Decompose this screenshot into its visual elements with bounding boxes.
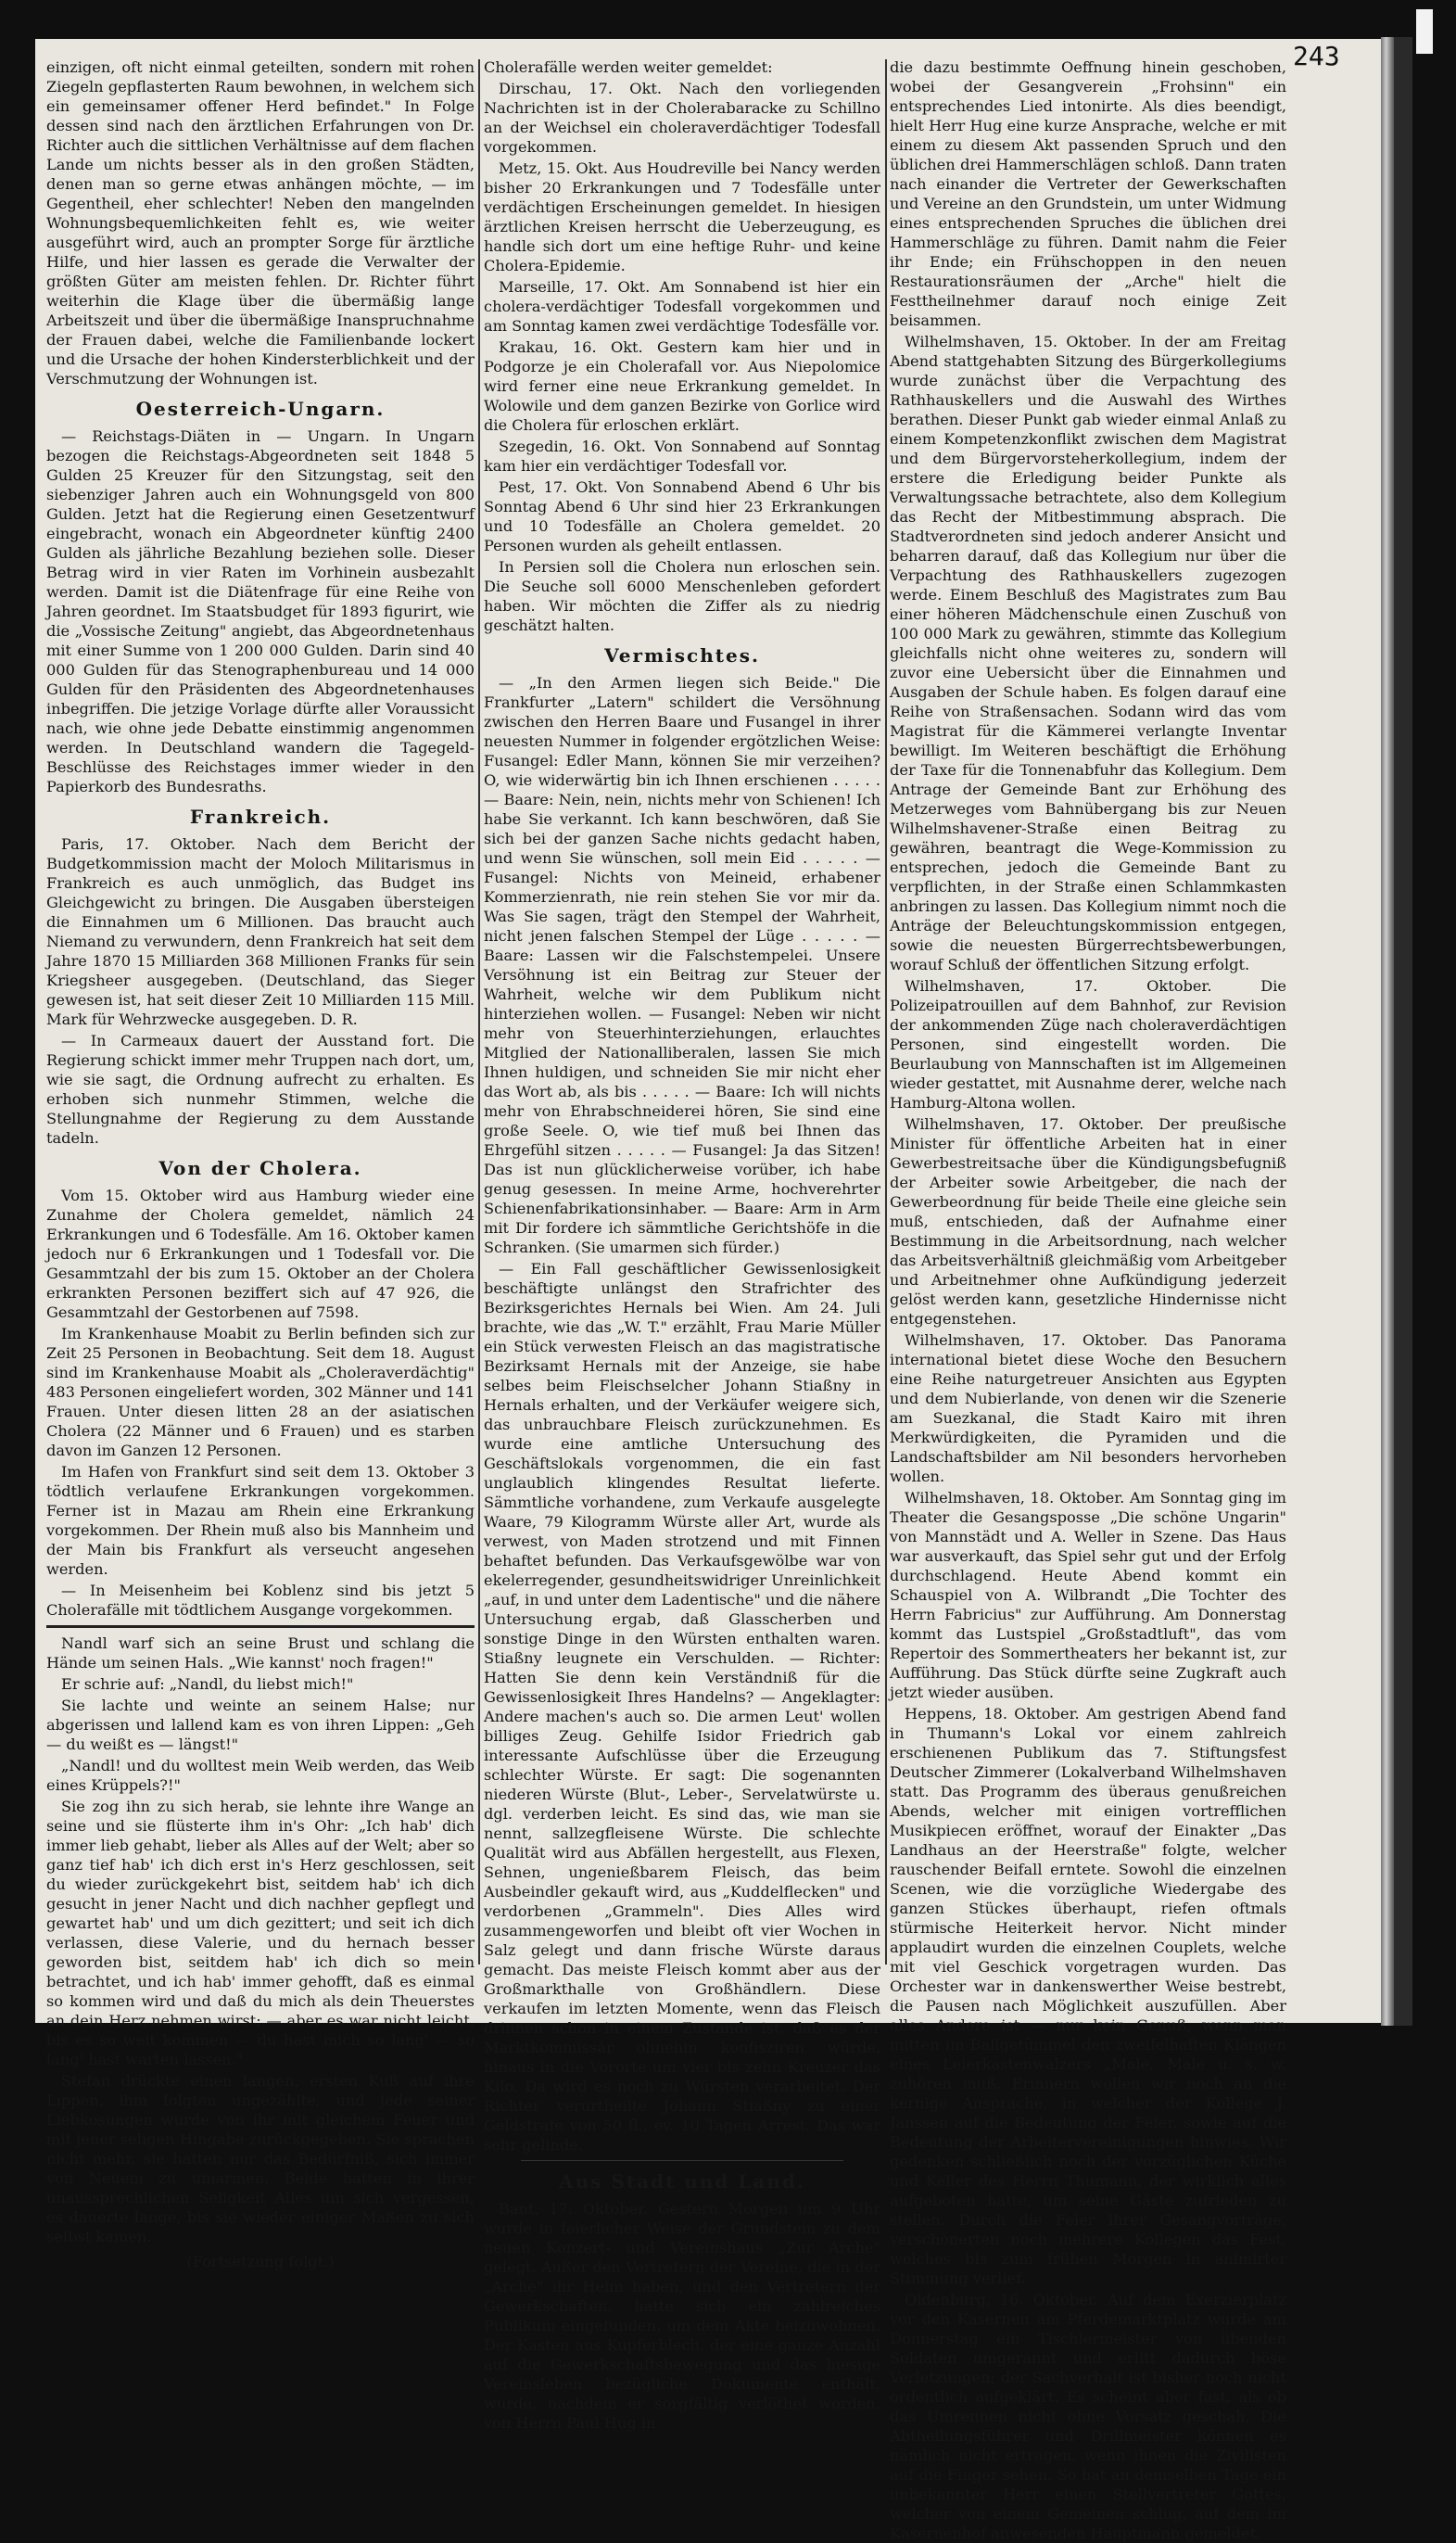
paragraph: Krakau, 16. Okt. Gestern kam hier und in Podgorze je ein Cholerafall vor. Aus Niepolomice wird ferner eine neue Erkrankung gemeldet. In Wolowile und dem ganzen Bezirke von Gorlice wird die Cholera für erloschen erklärt. xyxy=(484,338,880,434)
story-paragraph: Sie lachte und weinte an seinem Halse; nur abgerissen und lallend kam es von ihren Lippen: „Geh — du weißt es — längst!" xyxy=(46,1697,475,1753)
paragraph: Wilhelmshaven, 17. Oktober. Der preußische Minister für öffentliche Arbeiten hat in einer Gewerbestreitsache über die Kündigungsbefugniß der Arbeiter sowie Arbeitgeber, die nach der Gewerbeordnung für beide Theile eine gleiche sein muß, entschieden, daß der Aufnahme einer Bestimmung in die Arbeitsordnung, nach welcher das Arbeitsverhältniß gleichmäßig vom Arbeitgeber und Arbeitnehmer ohne Aufkündigung jederzeit gelöst werden kann, gesetzliche Hindernisse nicht entgegenstehen. xyxy=(890,1115,1286,1328)
page-binding xyxy=(1381,37,1394,2026)
paragraph: — In Meisenheim bei Koblenz sind bis jetzt 5 Cholerafälle mit tödtlichem Ausgange vorgekommen. xyxy=(46,1582,475,1619)
paragraph: Vom 15. Oktober wird aus Hamburg wieder eine Zunahme der Cholera gemeldet, nämlich 24 Erkrankungen und 6 Todesfälle. Am 16. Oktober kamen jedoch nur 6 Erkrankungen und 1 Todesfall vor. Die Gesammtzahl der bis zum 15. Oktober an der Cholera erkrankten Personen beziffert sich auf 47 926, die Gesammtzahl der Gestorbenen auf 7598. xyxy=(46,1187,475,1321)
story-paragraph: Sie zog ihn zu sich herab, sie lehnte ihre Wange an seine und sie flüsterte ihm in's Ohr: „Ich hab' dich immer lieb gehabt, lieber als Alles auf der Welt; aber so ganz tief hab' ich dich erst in's Herz geschlossen, seit du wieder zurückgekehrt bist, seitdem hab' ich dich gesucht in jener Nacht und dich nachher gepflegt und gewartet hab' und um dich gezittert; und seit ich dich verlassen, diese Valerie, und du hernach besser geworden bist, seitdem hab' ich dich so mein betrachtet, und ich hab' immer gehofft, daß es einmal so kommen wird und daß du mich als dein Theuerstes an dein Herz nehmen wirst; — aber es war nicht leicht, bis es so weit kommen — du hast mich so lang' — so lang' hast warten lassen." xyxy=(46,1798,475,2068)
paragraph: — „In den Armen liegen sich Beide." Die Frankfurter „Latern" schildert die Versöhnung zwischen den Herren Baare und Fusangel in ihrer neuesten Nummer in folgender ergötzlichen Weise: Fusangel: Edler Mann, können Sie mir verzeihen? O, wie widerwärtig bin ich Ihnen erschienen . . . . . — Baare: Nein, nein, nichts mehr von Schienen! Ich habe Sie verkannt. Ich kann beschwören, daß Sie sich bei der ganzen Sache nichts gedacht haben, und wenn Sie wünschen, soll mein Eid . . . . . — Fusangel: Nichts von Meineid, erhabener Kommerzienrath, nie rein stehen Sie vor mir da. Was Sie sagen, trägt den Stempel der Wahrheit, nicht jenen falschen Stempel der Lüge . . . . . — Baare: Lassen wir die Falschstempelei. Unsere Versöhnung ist ein Beitrag zur Steuer der Wahrheit, welche wir dem Publikum nicht hinterziehen wollen. — Fusangel: Neben wir nicht mehr von Steuerhinterziehungen, erlauchtes Mitglied der Nationalliberalen, lassen Sie mich Ihnen huldigen, und schneiden Sie mir nicht eher das Wort ab, als bis . . . . . — Baare: Ich will nichts mehr von Ehrabschneiderei hören, Sie sind eine große Seele. O, wie tief muß bei Ihnen das Ehrgefühl sitzen . . . . . — Fusangel: Ja das Sitzen! Das ist nun glücklicherweise vorüber, ich habe genug gesessen. In meine Arme, hochverehrter Schienenfabrikationsinhaber. — Baare: Arm in Arm mit Dir fordere ich sämmtliche Gerichtshöfe in die Schranken. (Sie umarmen sich fürder.) xyxy=(484,674,880,1256)
paragraph: Dirschau, 17. Okt. Nach den vorliegenden Nachrichten ist in der Cholerabaracke zu Schillno an der Weichsel ein choleraverdächtiger Todesfall vorgekommen. xyxy=(484,80,880,156)
page-edge xyxy=(1394,37,1412,2026)
paragraph: Heppens, 18. Oktober. Am gestrigen Abend fand in Thumann's Lokal vor einem zahlreich erschienenen Publikum das 7. Stiftungsfest Deutscher Zimmerer (Lokalverband Wilhelmshaven statt. Das Programm des überaus genußreichen Abends, welcher mit einigen vortrefflichen Musikpiecen eröffnet, worauf der Einakter „Das Landhaus an der Heerstraße" folgte, welcher rauschender Beifall erntete. Sowohl die einzelnen Scenen, wie die vorzügliche Wiedergabe des ganzen Stückes überhaupt, riefen oftmals stürmische Heiterkeit hervor. Nicht minder applaudirt wurden die einzelnen Couplets, welche mit viel Geschick vorgetragen wurden. Das Orchester war in dankenswerther Weise bestrebt, die Pausen nach Möglichkeit auszufüllen. Aber alles Andere ist — nur kein Genuß, wenn man mitten im Ballgetümmel den zweifelhaften Klängen eines Leierkastenwalzers „Male, Male u. s. w. zuhören muß. Erinnern wollen wir noch an die kernige Ansprache, in welcher der Kollege J. Janssen auf die Bedeutung der Feier, sowie auf die Bedeutung der Arbeitervereinigungen hinwies. Wir gedenken schließlich noch der vorzüglichen Küche und Keller des Herrn Thumann, der wirklich alles aufgeboten hatte, um seine Gäste zufrieden zu stellen. Durch die Feier ihrer Gesangvorträge, verschönerten noch mehrere Kollegen das Fest, welches bis zum frühen Morgen in animirter Stimmung verlief. xyxy=(890,1705,1286,2287)
paragraph: Marseille, 17. Okt. Am Sonnabend ist hier ein cholera-verdächtiger Todesfall vorgekommen und am Sonntag kamen zwei verdächtige Todesfälle vor. xyxy=(484,278,880,335)
paragraph: Pest, 17. Okt. Von Sonnabend Abend 6 Uhr bis Sonntag Abend 6 Uhr sind hier 23 Erkrankungen und 10 Todesfälle an Cholera gemeldet. 20 Personen wurden als geheilt entlassen. xyxy=(484,478,880,554)
paragraph: Bant, 17. Oktober. Gestern Morgen um 9 Uhr wurde in feierlicher Weise der Grundstein zu dem neuen Konzert- und Vereinshaus „Zur Arche" gelegt. Außer den Vertretern der Vereine, die in der „Arche" ihr Heim haben, und den Vertretern der Gewerkschaften, hatte sich ein zahlreiches Publikum eingefunden, um dem Akte beizuwohnen. Der Kasten aus Kupferblech, der eine ganze Anzahl auf die Gewerkschaftsbewegung und das hiesige Vereinsleben bezügliche Dokumente enthält, wurde, nachdem er sorgfältig verlöthet worden, von Herrn Paul Hug in xyxy=(484,2200,880,2432)
paragraph: Im Krankenhause Moabit zu Berlin befinden sich zur Zeit 25 Personen in Beobachtung. Seit dem 18. August sind im Krankenhause Moabit als „Choleraverdächtig" 483 Personen eingeliefert worden, 302 Männer und 141 Frauen. Unter diesen litten 28 an der asiatischen Cholera (22 Männer und 6 Frauen) und es starben davon im Ganzen 12 Personen. xyxy=(46,1325,475,1459)
paragraph: — In Carmeaux dauert der Ausstand fort. Die Regierung schickt immer mehr Truppen nach dort, um, wie sie sagt, die Ordnung aufrecht zu erhalten. Es erhoben sich nunmehr Stimmen, welche die Stellungnahme der Regierung zu dem Ausstande tadeln. xyxy=(46,1032,475,1147)
paragraph: Szegedin, 16. Okt. Von Sonnabend auf Sonntag kam hier ein verdächtiger Todesfall vor. xyxy=(484,438,880,475)
story-paragraph: „Nandl! und du wolltest mein Weib werden, das Weib eines Krüppels?!" xyxy=(46,1757,475,1794)
column-rule xyxy=(478,59,480,1964)
paragraph: die dazu bestimmte Oeffnung hinein geschoben, wobei der Gesangverein „Frohsinn" ein entsprechendes Lied intonirte. Als dies beendigt, hielt Herr Hug eine kurze Ansprache, welche er mit einem zu diesem Akt passenden Spruch und den üblichen drei Hammerschlägen schloß. Dann traten nach einander die Vertreter der Gewerkschaften und Vereine an den Grundstein, um unter Widmung eines entsprechenden Spruches die üblichen drei Hammerschläge zu führen. Damit nahm die Feier ihr Ende; ein Frühschoppen in den neuen Restaurationsräumen der „Arche" hielt die Festtheilnehmer darauf noch einige Zeit beisammen. xyxy=(890,58,1286,329)
paragraph: Wilhelmshaven, 18. Oktober. Am Sonntag ging im Theater die Gesangsposse „Die schöne Ungarin" von Mannstädt und A. Weller in Szene. Das Haus war ausverkauft, das Spiel sehr gut und der Erfolg durchschlagend. Heute Abend kommt ein Schauspiel von A. Wilbrandt „Die Tochter des Herrn Fabricius" zur Aufführung. Am Donnerstag kommt das Lustspiel „Großstadtluft", das vom Repertoir des Sommertheaters her bekannt ist, zur Aufführung. Das Stück dürfte seine Zugkraft auch jetzt wieder ausüben. xyxy=(890,1489,1286,1701)
paragraph: In Persien soll die Cholera nun erloschen sein. Die Seuche soll 6000 Menschenleben gefordert haben. Wir möchten die Ziffer als zu niedrig geschätzt halten. xyxy=(484,558,880,634)
paragraph: Paris, 17. Oktober. Nach dem Bericht der Budgetkommission macht der Moloch Militarismus in Frankreich es auch unmöglich, das Budget ins Gleichgewicht zu bringen. Die Ausgaben übersteigen die Einnahmen um 6 Millionen. Das braucht auch Niemand zu verwundern, denn Frankreich hat seit dem Jahre 1870 15 Milliarden 368 Millionen Franks für sein Kriegsheer ausgegeben. (Deutschland, das Sieger gewesen ist, hat seit dieser Zeit 10 Milliarden 115 Mill. Mark für Wehrzwecke ausgegeben. D. R. xyxy=(46,835,475,1028)
story-paragraph: Nandl warf sich an seine Brust und schlang die Hände um seinen Hals. „Wie kannst' noch fragen!" xyxy=(46,1634,475,1672)
section-heading-frankreich: Frankreich. xyxy=(189,806,332,828)
section-heading-oesterreich: Oesterreich-Ungarn. xyxy=(135,398,386,420)
page-number: 243 xyxy=(1293,41,1340,71)
column-1 xyxy=(46,57,475,2270)
paragraph: Cholerafälle werden weiter gemeldet: xyxy=(484,58,773,76)
paragraph: Oldenburg, 16. Oktober. Auf dem Exerzierplatz vor den Kasernen am Pferdemarktplatz wurde am Donnerstag ein Tischlermeister von übenden Soldaten umgerannt und erlitt dadurch böse Verletzungen; der Sachverhalt ist bisher noch nicht ordentlich aufgeklärt. Es scheint aber fast, als ob das Umrennen nicht ohne Vorsatz geschah. Die Abtheilungsführer und Drillmeister können es nämlich nicht ertragen, wenn ihnen die Zivilisten auf die Finger sehen. So hat an demselben Tage ein unbekannter Herr einen Stellvertreter Gottes, welcher von einem Gemeinen schlug, auf dem im Kasernenhof anwesenden Hauptmann gemeldet. xyxy=(890,2291,1286,2542)
paragraph: Wilhelmshaven, 17. Oktober. Das Panorama international bietet diese Woche den Besuchern eine Reihe naturgetreuer Ansichten aus Egypten und dem Nubierlande, von denen wir die Szenerie am Suezkanal, die Stadt Kairo mit ihren Merkwürdigkeiten, die Pyramiden und die Landschaftsbilder am Nil besonders hervorheben wollen. xyxy=(890,1331,1286,1485)
column-3 xyxy=(890,57,1286,2542)
paragraph: Wilhelmshaven, 15. Oktober. In der am Freitag Abend stattgehabten Sitzung des Bürgerkollegiums wurde zunächst über die Verpachtung des Rathhauskellers und die Auswahl des Wirthes berathen. Dieser Punkt gab wieder einmal Anlaß zu einem Kompetenzkonflikt zwischen dem Magistrat und dem Bürgervorsteherkollegium, indem der erstere die Erledigung beider Punkte als Verwaltungssache betrachtete, also dem Kollegium das Recht der Mitbestimmung absprach. Die Stadtverordneten sind jedoch anderer Ansicht und beharren darauf, daß das Kollegium nur über die Verpachtung des Rathhauskellers zugezogen werde. Einem Beschluß des Magistrates zum Bau einer höheren Mädchenschule einen Zuschuß von 100 000 Mark zu gewähren, stimmte das Kollegium gleichfalls nicht ohne weiteres zu, sondern will zuvor eine Uebersicht über die Einnahmen und Ausgaben der Schule haben. Es folgen darauf eine Reihe von Straßensachen. Sodann wird das vom Magistrat für die Kämmerei verlangte Inventar bewilligt. Im Weiteren beschäftigt die Erhöhung der Taxe für die Tonnenabfuhr das Kollegium. Dem Antrage der Gemeinde Bant zur Erhöhung des Metzerweges vom Bahnübergang bis zur Neuen Wilhelmshavener-Straße einen Beitrag zu gewähren, beantragt die Wege-Kommission zu entsprechen, jedoch die Gemeinde Bant zu verpflichten, in der Straße einen Schlammkasten anbringen zu lassen. Das Kollegium nimmt noch die Anträge der Beleuchtungskommission entgegen, sowie die neuesten Bürgerrechtsbewerbungen, worauf Schluß der öffentlichen Sitzung erfolgt. xyxy=(890,333,1286,973)
paragraph: einzigen, oft nicht einmal geteilten, sondern mit rohen Ziegeln gepflasterten Raum bewohnen, in welchem sich ein gemeinsamer offener Herd befindet." In Folge dessen sind nach den ärztlichen Erfahrungen von Dr. Richter auch die sittlichen Verhältnisse auf dem flachen Lande um nichts besser als in den großen Städten, denen man so gerne etwas anhängen möchte, — im Gegentheil, eher schlechter! Neben den mangelnden Wohnungsbequemlichkeiten fehlt es, wie weiter ausgeführt wird, auch an prompter Sorge für ärztliche Hilfe, und hier lassen es gerade die Verwalter der größten Güter am meisten fehlen. Dr. Richter führt weiterhin die Klage über die übermäßig lange Arbeitszeit und über die übermäßige Inanspruchnahme der Frauen dabei, welche die Familienbande lockert und die Ursache der hohen Kindersterblichkeit und der Verschmutzung der Wohnungen ist. xyxy=(46,58,475,388)
feuilleton-rule xyxy=(46,1625,475,1628)
paragraph: — Reichstags-Diäten in — Ungarn. In Ungarn bezogen die Reichstags-Abgeordneten seit 1848 5 Gulden 25 Kreuzer für den Sitzungstag, seit den siebenziger Jahren auch ein Wohnungsgeld von 800 Gulden. Jetzt hat die Regierung einen Gesetzentwurf eingebracht, wonach ein Abgeordneter künftig 2400 Gulden als jährliche Bezahlung beziehen solle. Dieser Betrag wird in vier Raten im Vorhinein ausbezahlt werden. Damit ist die Diätenfrage für eine Reihe von Jahren geordnet. Im Staatsbudget für 1893 figurirt, wie die „Vossische Zeitung" angiebt, das Abgeordnetenhaus mit einer Summe von 1 200 000 Gulden. Darin sind 40 000 Gulden für das Stenographenbureau und 14 000 Gulden für den Präsidenten des Abgeordnetenhauses inbegriffen. Die jetzige Vorlage dürfte aller Voraussicht nach, wie ohne jede Debatte einstimmig angenommen werden. In Deutschland wandern die Tagegeld-Beschlüsse des Reichstages immer wieder in den Papierkorb des Bundesraths. xyxy=(46,427,475,795)
section-heading-vermischtes: Vermischtes. xyxy=(604,644,760,667)
section-rule xyxy=(521,2160,843,2161)
paragraph: Wilhelmshaven, 17. Oktober. Die Polizeipatrouillen auf dem Bahnhof, zur Revision der ankommenden Züge nach choleraverdächtigen Personen, sind eingestellt worden. Die Beurlaubung von Mannschaften ist im Allgemeinen wieder gestattet, mit Ausnahme derer, welche nach Hamburg-Altona wollen. xyxy=(890,977,1286,1112)
section-heading-stadt-land: Aus Stadt und Land. xyxy=(559,2170,805,2193)
story-paragraph: Er schrie auf: „Nandl, du liebst mich!" xyxy=(61,1675,354,1693)
column-rule xyxy=(885,59,887,1964)
scan-marker xyxy=(1416,9,1433,54)
continuation-note: (Fortsetzung folgt.) xyxy=(186,2253,335,2270)
paragraph: Im Hafen von Frankfurt sind seit dem 13. Oktober 3 tödtlich verlaufene Erkrankungen vorgekommen. Ferner ist in Mazau am Rhein eine Erkrankung vorgekommen. Der Rhein muß also bis Mannheim und der Main bis Frankfurt als verseucht angesehen werden. xyxy=(46,1463,475,1578)
section-heading-cholera: Von der Cholera. xyxy=(158,1157,362,1179)
column-2 xyxy=(484,57,880,2432)
paragraph: Metz, 15. Okt. Aus Houdreville bei Nancy werden bisher 20 Erkrankungen und 7 Todesfälle unter verdächtigen Erscheinungen gemeldet. In hiesigen ärztlichen Kreisen herrscht die Ueberzeugung, es handle sich dort um eine heftige Ruhr- und keine Cholera-Epidemie. xyxy=(484,159,880,274)
paragraph: — Ein Fall geschäftlicher Gewissenlosigkeit beschäftigte unlängst den Strafrichter des Bezirksgerichtes Hernals bei Wien. Am 24. Juli brachte, wie das „W. T." erzählt, Frau Marie Müller ein Stück verwesten Fleisch an das magistratische Bezirksamt Hernals mit der Anzeige, sie habe selbes beim Fleischselcher Johann Stiaßny in Hernals erhalten, und der Verkäufer weigere sich, das unbrauchbare Fleisch zurückzunehmen. Es wurde eine amtliche Untersuchung des Geschäftslokals vorgenommen, die ein fast unglaublich klingendes Resultat lieferte. Sämmtliche vorhandene, zum Verkaufe ausgelegte Waare, 79 Kilogramm Würste aller Art, wurde als verwest, von Maden strotzend und mit Finnen behaftet befunden. Das Verkaufsgewölbe war von ekelerregender, gesundheitswidriger Unreinlichkeit „auf, in und unter dem Ladentische" und die nähere Untersuchung ergab, daß Glasscherben und sonstige Dinge in den Würsten enthalten waren. Stiaßny leugnete ein Verschulden. — Richter: Hatten Sie denn kein Verständniß für die Gewissenlosigkeit Ihres Handelns? — Angeklagter: Andere machen's auch so. Die armen Leut' wollen billiges Zeug. Gehilfe Isidor Friedrich gab interessante Aufschlüsse über die Erzeugung schlechter Würste. Er sagt: Die sogenannten niederen Würste (Blut-, Leber-, Servelatwürste u. dgl. verderben leicht. Es sind das, wie man sie nennt, sallzegfleisene Würste. Die schlechte Qualität wird aus Abfällen hergestellt, aus Flexen, Sehnen, ungenießbarem Fleisch, das beim Ausbeindler gekauft wird, aus „Kuddelflecken" und verdorbenen „Grammeln". Dies Alles wird zusammengeworfen und bleibt oft vier Wochen in Salz gelegt und dann frische Würste daraus gemacht. Das meiste Fleisch kommt aber aus der Großmarkthalle von Großhändlern. Diese verkaufen im letzten Momente, wenn das Fleisch drinnen schon in einem Zustande ist, daß es der Marktkommissär ohnehin konfisziren würde, hinaus in die Vororte um vier bis zehn Kreuzer das Kilo. Da wird es noch zu Würsten verarbeitet. Der Richter verurtheilte Johann Stiaßny zu einer Geldstrafe von 50 fl., ev. 10 Tagen Arrest. Das war sehr gelinde. xyxy=(484,1260,880,2154)
story-paragraph: Stefan drückte einen langen, ersten Kuß auf ihre Lippen, ihm folgten ungezählte, und jede seiner Liebkosungen wurde von ihr mit gleichem Feuer und mit jener seligen Hingabe zurückgegeben. Sie sprachen nicht mehr, sie hatten nur das Bedürfniß, sich immer von Neuem zu umarmen. Beide hatten in ihrer unaussprechlichen Seligkeit Alles um sich vergessen, es dauerte lange, bis sie wieder einiger Maßen zu sich selbst kamen. xyxy=(46,2072,475,2245)
